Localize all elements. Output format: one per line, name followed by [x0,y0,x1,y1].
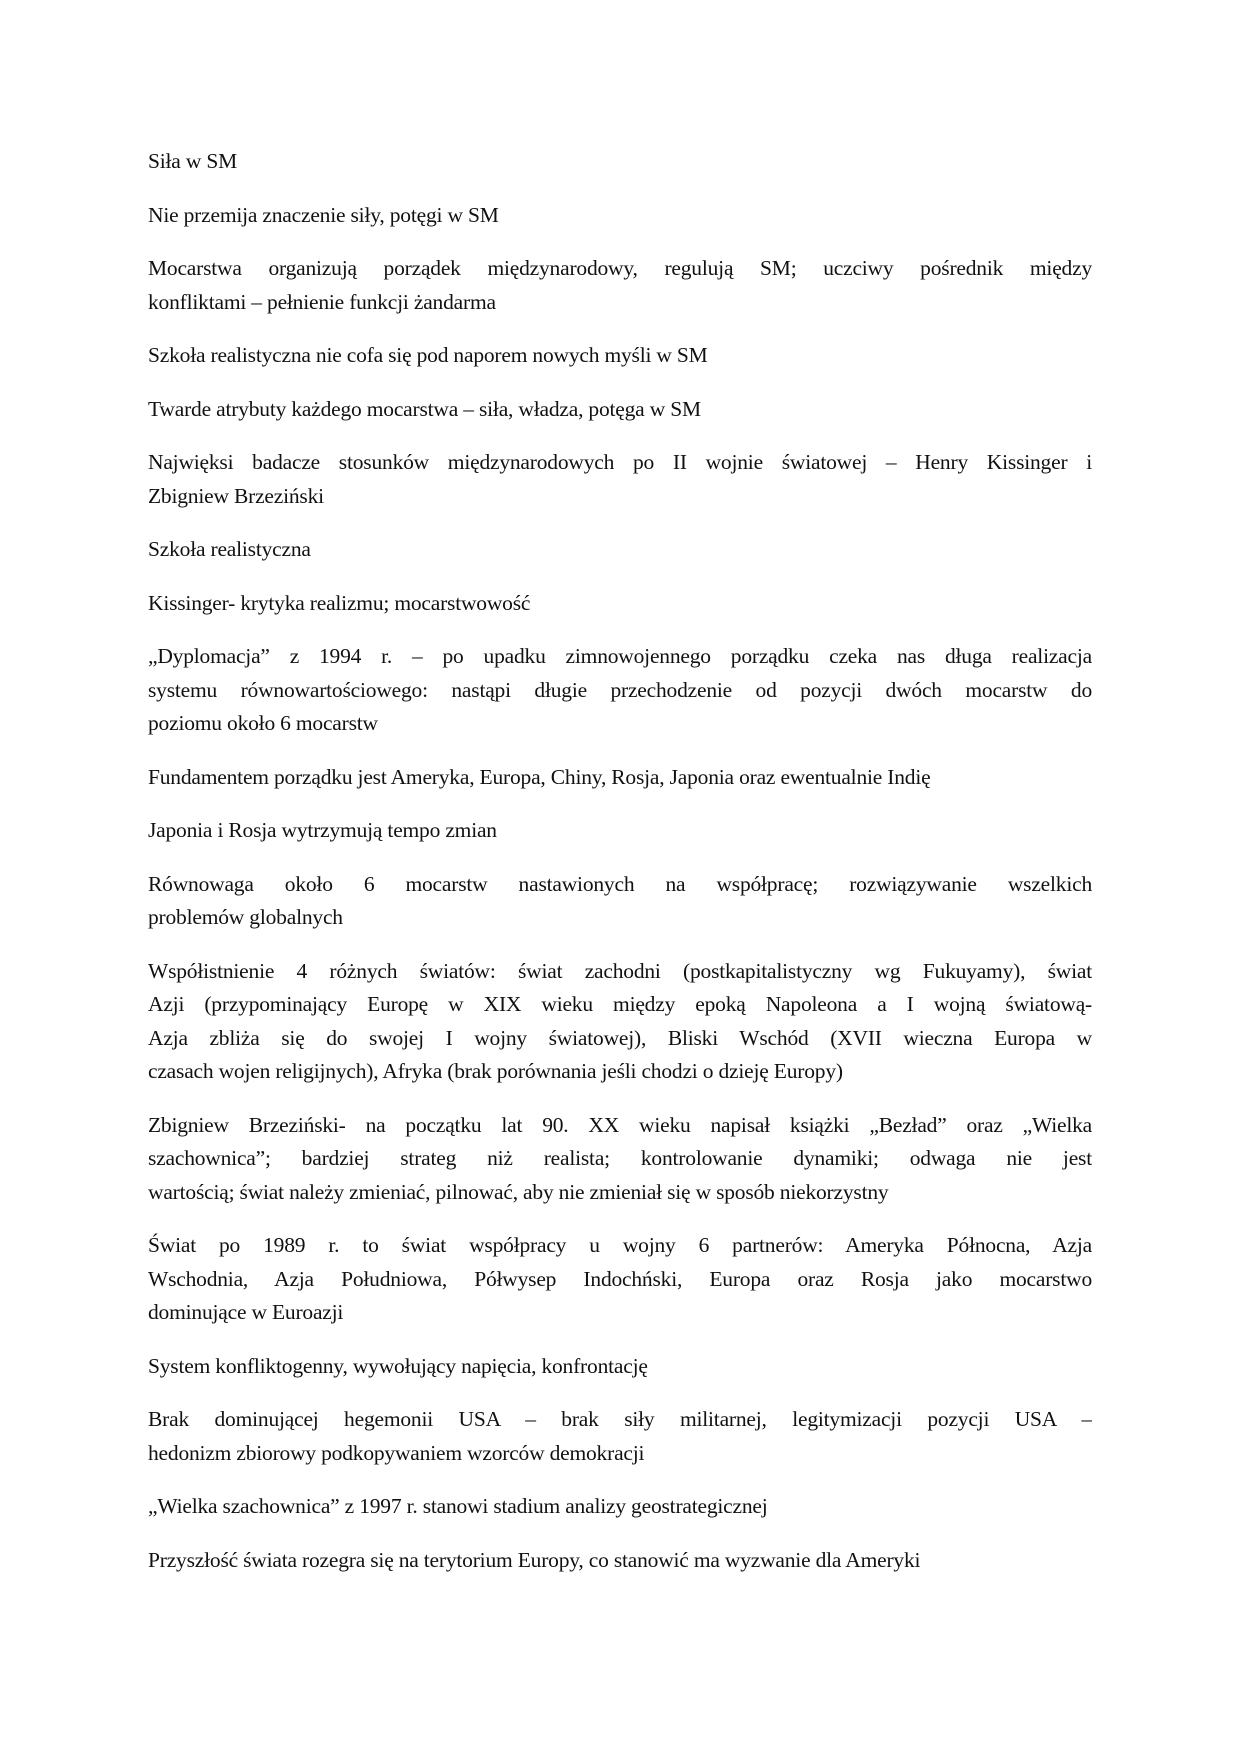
paragraph [148,955,1092,1089]
paragraph [148,252,1092,319]
text-line: Nie przemija znaczenie siły, potęgi w SM [148,202,499,227]
text-line: szachownica”; bardziej strateg niż realista; kontrolowanie dynamiki; odwaga nie jest [148,1146,1092,1170]
paragraph [148,1490,1092,1524]
paragraph [148,1350,1092,1384]
text-line: konfliktami – pełnienie funkcji żandarma [148,289,496,314]
text-line: „Wielka szachownica” z 1997 r. stanowi stadium analizy geostrategicznej [148,1494,768,1518]
text-line: dominujące w Euroazji [148,1300,344,1324]
paragraph [148,761,1092,795]
text-line: Zbigniew Brzeziński- na początku lat 90. XX wieku napisał książki „Bezład” oraz „Wielka [148,1112,1092,1137]
paragraph [148,868,1092,935]
paragraph [148,640,1092,741]
text-line: poziomu około 6 mocarstw [148,711,378,735]
text-line: Azji (przypominający Europę w XIX wieku między epoką Napoleona a I wojną światową- [148,992,1092,1016]
text-line: Japonia i Rosja wytrzymują tempo zmian [148,818,497,842]
text-line: Mocarstwa organizują porządek międzynarodowy, regulują SM; uczciwy pośrednik między [148,256,1092,280]
text-line: System konfliktogenny, wywołujący napięcia, konfrontację [148,1353,648,1378]
paragraph [148,814,1092,848]
text-line: Fundamentem porządku jest Ameryka, Europa, Chiny, Rosja, Japonia oraz ewentualnie Indię [148,764,931,789]
document-page [148,145,1092,1597]
text-line: Równowaga około 6 mocarstw nastawionych na współpracę; rozwiązywanie wszelkich [148,871,1092,896]
paragraph [148,145,1092,179]
text-line: Azja zbliża się do swojej I wojny światowej), Bliski Wschód (XVII wieczna Europa w [148,1025,1092,1050]
text-line: „Dyplomacja” z 1994 r. – po upadku zimnowojennego porządku czeka nas długa realizacja [148,644,1092,668]
paragraph [148,1403,1092,1470]
paragraph [148,533,1092,567]
text-line: problemów globalnych [148,905,343,929]
text-line: czasach wojen religijnych), Afryka (brak porównania jeśli chodzi o dzieję Europy) [148,1059,843,1083]
paragraph [148,393,1092,427]
paragraph [148,1109,1092,1210]
paragraph [148,1544,1092,1578]
paragraph [148,199,1092,233]
text-line: Przyszłość świata rozegra się na terytorium Europy, co stanowić ma wyzwanie dla Ameryki [148,1547,921,1572]
text-line: hedonizm zbiorowy podkopywaniem wzorców demokracji [148,1440,645,1465]
text-line: Kissinger- krytyka realizmu; mocarstwowość [148,590,531,615]
text-line: Najwięksi badacze stosunków międzynarodowych po II wojnie światowej – Henry Kissinger i [148,450,1092,474]
text-line: Współistnienie 4 różnych światów: świat zachodni (postkapitalistyczny wg Fukuyamy), świat [148,958,1092,983]
text-line: Siła w SM [148,149,237,173]
paragraph [148,587,1092,621]
paragraph [148,1229,1092,1330]
text-line: Twarde atrybuty każdego mocarstwa – siła, władza, potęga w SM [148,396,701,421]
text-line: Wschodnia, Azja Południowa, Półwysep Indochński, Europa oraz Rosja jako mocarstwo [148,1266,1092,1291]
text-line: Świat po 1989 r. to świat współpracy u wojny 6 partnerów: Ameryka Północna, Azja [148,1233,1092,1257]
text-line: wartością; świat należy zmieniać, pilnować, aby nie zmieniał się w sposób niekorzystny [148,1179,889,1204]
text-line: Szkoła realistyczna nie cofa się pod naporem nowych myśli w SM [148,343,708,367]
text-line: Brak dominującej hegemonii USA – brak siły militarnej, legitymizacji pozycji USA – [148,1407,1092,1431]
text-line: systemu równowartościowego: nastąpi długie przechodzenie od pozycji dwóch mocarstw do [148,677,1092,702]
text-line: Zbigniew Brzeziński [148,483,324,508]
text-line: Szkoła realistyczna [148,537,311,561]
paragraph [148,446,1092,513]
paragraph [148,339,1092,373]
